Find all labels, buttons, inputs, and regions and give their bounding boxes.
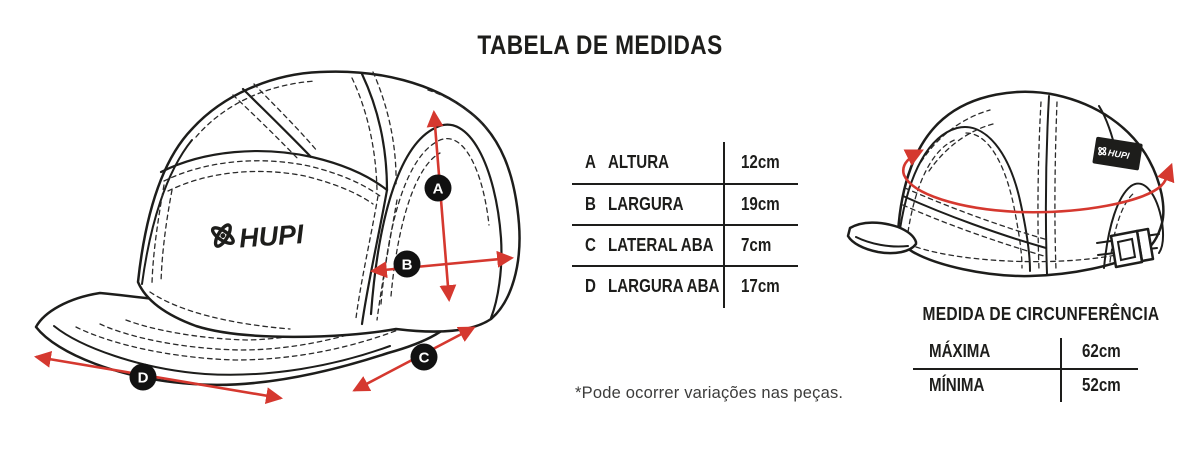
row-value: 17cm [741, 276, 780, 296]
row-letter: C [585, 235, 596, 255]
svg-text:C: C [418, 349, 430, 367]
marker-b-badge [394, 251, 421, 278]
row-value: 52cm [1082, 374, 1121, 395]
svg-text:D: D [137, 369, 149, 387]
row-label: LARGURA ABA [608, 276, 720, 296]
marker-a-badge [425, 175, 452, 202]
cap-back-diagram [835, 75, 1185, 290]
circumference-table-divider [1060, 338, 1062, 402]
table-row [572, 142, 798, 183]
row-letter: D [585, 276, 596, 296]
circumference-table-separator [913, 368, 1138, 370]
row-value: 19cm [741, 194, 780, 214]
row-label: LATERAL ABA [608, 235, 714, 255]
row-value: 12cm [741, 152, 780, 172]
table-row [572, 183, 798, 224]
table-row [905, 368, 1145, 402]
marker-c-badge [411, 344, 438, 371]
table-row [572, 265, 798, 306]
cap-side-diagram [10, 55, 540, 425]
svg-text:A: A [432, 180, 444, 198]
circumference-title: MEDIDA DE CIRCUNFERÊNCIA [922, 303, 1160, 324]
table-row [905, 334, 1145, 368]
row-value: 7cm [741, 235, 772, 255]
marker-d-badge [130, 364, 157, 391]
measure-table [572, 142, 798, 308]
row-label: LARGURA [608, 194, 684, 214]
page-title: TABELA DE MEDIDAS [477, 30, 723, 60]
row-letter: A [585, 152, 596, 172]
svg-text:B: B [401, 256, 413, 274]
row-letter: B [585, 194, 596, 214]
cap-crown [138, 72, 520, 337]
patch-brand-text: HUPI [1107, 147, 1131, 161]
hupi-logo-text: HUPI [238, 218, 305, 254]
row-label: ALTURA [608, 152, 670, 172]
row-label: MÍNIMA [929, 374, 985, 395]
footnote: *Pode ocorrer variações nas peças. [575, 384, 844, 402]
circumference-table [905, 334, 1145, 404]
measure-table-divider [723, 142, 725, 308]
row-label: MÁXIMA [929, 340, 991, 361]
row-value: 62cm [1082, 340, 1121, 361]
table-row [572, 224, 798, 265]
